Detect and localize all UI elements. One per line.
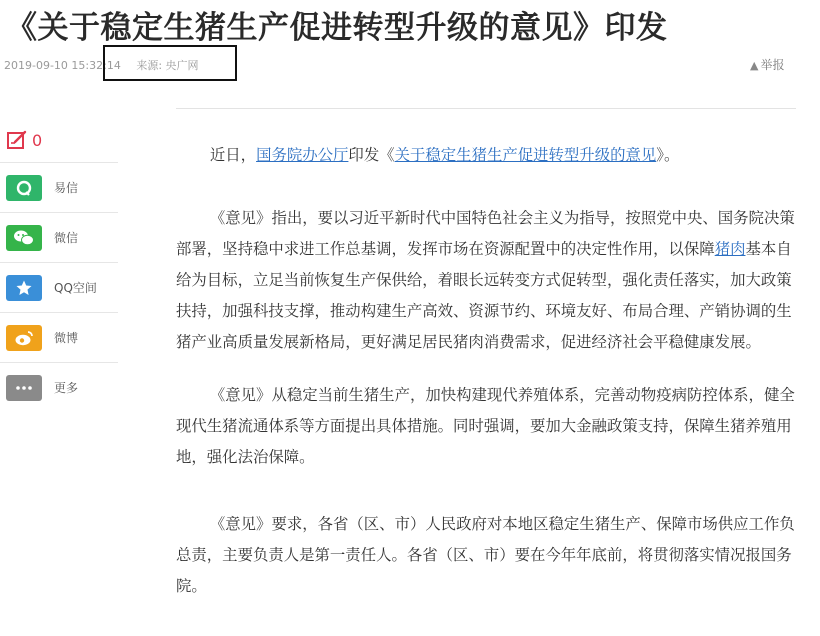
intro-text: 印发《 bbox=[348, 146, 395, 164]
article-body bbox=[176, 140, 804, 602]
comment-button[interactable] bbox=[0, 118, 118, 163]
share-wechat[interactable] bbox=[0, 213, 118, 263]
report-label: 举报 bbox=[760, 58, 785, 72]
warning-icon: ▲ bbox=[750, 59, 759, 72]
comment-count: 0 bbox=[32, 130, 43, 150]
share-weibo[interactable] bbox=[0, 313, 118, 363]
gov-office-link[interactable]: 国务院办公厅 bbox=[256, 146, 349, 164]
wechat-icon bbox=[6, 225, 42, 251]
source-highlight-box bbox=[103, 45, 237, 81]
publish-date: 2019-09-10 15:32:14 bbox=[4, 59, 121, 72]
intro-paragraph bbox=[176, 140, 804, 171]
share-more[interactable] bbox=[0, 363, 118, 412]
share-label: 易信 bbox=[54, 181, 79, 195]
share-yixin[interactable] bbox=[0, 163, 118, 213]
weibo-icon bbox=[6, 325, 42, 351]
report-link[interactable] bbox=[750, 56, 784, 73]
share-sidebar bbox=[0, 118, 118, 412]
share-label: 微信 bbox=[54, 231, 79, 245]
share-qzone[interactable] bbox=[0, 263, 118, 313]
article-title: 《关于稳定生猪生产促进转型升级的意见》印发 bbox=[6, 10, 668, 46]
pork-link[interactable]: 猪肉 bbox=[714, 240, 746, 258]
paragraph-2: 《意见》从稳定当前生猪生产，加快构建现代养殖体系，完善动物疫病防控体系，健全现代生猪流通体系等方面提出具体措施。同时强调，要加大金融政策支持，保障生猪养殖用地，强化法治保障。 bbox=[176, 386, 795, 466]
article-source: 来源: 央广网 bbox=[136, 59, 199, 72]
more-icon bbox=[6, 375, 42, 401]
share-label: 微博 bbox=[54, 331, 79, 345]
divider bbox=[176, 108, 796, 109]
comment-edit-icon bbox=[6, 129, 28, 151]
paragraph-1 bbox=[176, 203, 804, 358]
para-text: 基本自给为目标，立足当前恢复生产保供给，着眼长远转变方式促转型，强化责任落实，加大政策扶持，加强科技支撑，推动构建生产高效、资源节约、环境友好、布局合理、产销协调的生猪产业高质量发展新格局，更好满足居民猪肉消费需求，促进经济社会平稳健康发展。 bbox=[176, 240, 792, 351]
paragraph-3: 《意见》要求，各省（区、市）人民政府对本地区稳定生猪生产、保障市场供应工作负总责，主要负责人是第一责任人。各省（区、市）要在今年年底前，将贯彻落实情况报国务院。 bbox=[176, 515, 795, 595]
share-label: QQ空间 bbox=[54, 281, 97, 295]
opinion-doc-link[interactable]: 关于稳定生猪生产促进转型升级的意见 bbox=[394, 146, 657, 164]
qzone-icon bbox=[6, 275, 42, 301]
intro-text: 》。 bbox=[656, 146, 680, 164]
para-text: 《意见》指出，要以习近平新时代中国特色社会主义为指导，按照党中央、国务院决策部署，坚持稳中求进工作总基调，发挥市场在资源配置中的决定性作用，以保障 bbox=[176, 209, 795, 258]
intro-text: 近日， bbox=[209, 146, 257, 164]
yixin-icon bbox=[6, 175, 42, 201]
share-label: 更多 bbox=[54, 381, 79, 395]
